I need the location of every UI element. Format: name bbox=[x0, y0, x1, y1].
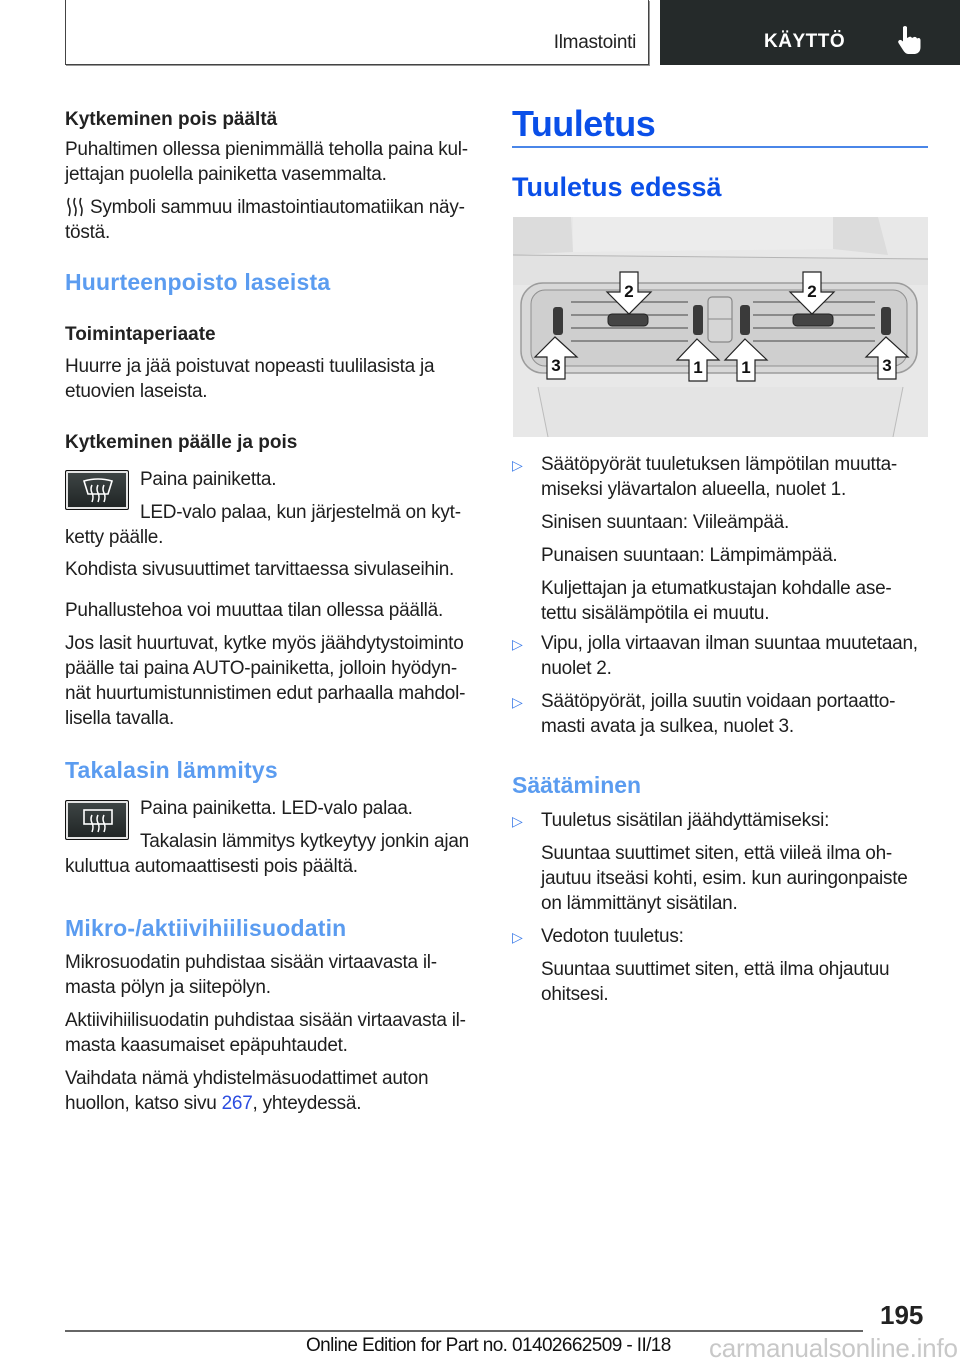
item1-note-line2: tettu sisälämpötila ei muutu. bbox=[541, 603, 770, 624]
header-chapter-tab bbox=[65, 0, 649, 65]
item1-line2: miseksi ylävartalon alueella, nuolet 1. bbox=[541, 479, 846, 500]
vent-list-item-3 bbox=[512, 689, 932, 744]
adjust1-sub-line2: jautuu itseäsi kohti, esim. kun auringonpaiste bbox=[541, 868, 908, 889]
filter-heading: Mikro-/aktiivihiilisuodatin bbox=[65, 915, 347, 941]
vent-figure bbox=[513, 217, 928, 437]
chapter-title: Ilmastointi bbox=[553, 32, 636, 53]
footer-divider bbox=[65, 1330, 863, 1332]
adjust1-sub-line3: on lämmittänyt sisätilan. bbox=[541, 893, 738, 914]
adjust-heading: Säätäminen bbox=[512, 772, 642, 798]
triangle-right-icon: ▷ bbox=[512, 929, 523, 945]
adjust-list-item-2 bbox=[512, 924, 932, 1014]
label-1-left: 1 bbox=[693, 358, 703, 377]
label-3-right: 3 bbox=[882, 356, 892, 375]
defrost-press-text: Paina painiketta. bbox=[140, 469, 277, 490]
rear-text-line3: kuluttua automaattisesti pois päältä. bbox=[65, 856, 358, 877]
item3-line1: Säätöpyörät, joilla suutin voidaan portaatto- bbox=[541, 691, 896, 712]
title-divider bbox=[512, 146, 928, 148]
front-ventilation-subtitle: Tuuletus edessä bbox=[512, 172, 722, 202]
ventilation-title: Tuuletus bbox=[512, 103, 656, 144]
adjust2-line1: Vedoton tuuletus: bbox=[541, 926, 684, 947]
item1-note-line1: Kuljettajan ja etumatkustajan kohdalle ase- bbox=[541, 578, 892, 599]
arrow-labels bbox=[513, 217, 928, 437]
triangle-right-icon: ▷ bbox=[512, 694, 523, 710]
switch-off-text-line2: jettajan puolella painiketta vasemmalta. bbox=[65, 164, 387, 185]
principle-heading: Toimintaperiaate bbox=[65, 324, 216, 345]
windshield-defrost-button bbox=[65, 470, 129, 510]
label-2-right: 2 bbox=[807, 282, 817, 301]
symbol-text-line1: Symboli sammuu ilmastointiautomatiikan näy- bbox=[90, 197, 465, 218]
item2-line1: Vipu, jolla virtaavan ilman suuntaa muutetaan, bbox=[541, 633, 918, 654]
switch-off-text-line1: Puhaltimen ollessa pienimmällä teholla paina kul- bbox=[65, 139, 468, 160]
filter-p3-post: , yhteydessä. bbox=[252, 1093, 362, 1114]
page-number: 195 bbox=[880, 1300, 924, 1330]
filter-p3-line1: Vaihdata nämä yhdistelmäsuodattimet auton bbox=[65, 1068, 429, 1089]
watermark: carmanualsonline.info bbox=[709, 1333, 958, 1362]
fog-text-line3: nät huurtumistunnistimen edut parhaalla mahdol- bbox=[65, 683, 466, 704]
adjust2-sub-line1: Suuntaa suuttimet siten, että ilma ohjautuu bbox=[541, 959, 890, 980]
adjust1-line1: Tuuletus sisätilan jäähdyttämiseksi: bbox=[541, 810, 830, 831]
side-vents-text: Kohdista sivusuuttimet tarvittaessa sivulaseihin. bbox=[65, 559, 455, 580]
fog-text-line4: lisella tavalla. bbox=[65, 708, 174, 729]
switch-off-heading: Kytkeminen pois päältä bbox=[65, 109, 278, 130]
label-3-left: 3 bbox=[551, 356, 561, 375]
principle-text-line2: etuovien laseista. bbox=[65, 381, 208, 402]
item1-line1: Säätöpyörät tuuletuksen lämpötilan muutta- bbox=[541, 454, 897, 475]
rear-window-defrost-icon bbox=[82, 808, 114, 834]
filter-p2-line2: masta kaasumaiset epäpuhtaudet. bbox=[65, 1035, 348, 1056]
filter-p1-line2: masta pölyn ja siitepölyn. bbox=[65, 977, 271, 998]
edition-text: Online Edition for Part no. 01402662509 - II/18 bbox=[306, 1335, 671, 1356]
rear-text-line1: Paina painiketta. LED-valo palaa. bbox=[140, 798, 413, 819]
blower-text: Puhallustehoa voi muuttaa tilan ollessa päällä. bbox=[65, 600, 444, 621]
filter-p2-line1: Aktiivihiilisuodatin puhdistaa sisään virtaavasta il- bbox=[65, 1010, 466, 1031]
vent-list-item-1 bbox=[512, 452, 932, 632]
fog-text-line1: Jos lasit huurtuvat, kytke myös jäähdytystoiminto bbox=[65, 633, 464, 654]
defrost-led-line1: LED-valo palaa, kun järjestelmä on kyt- bbox=[140, 502, 461, 523]
rear-text-line2: Takalasin lämmitys kytkeytyy jonkin ajan bbox=[140, 831, 469, 852]
header-section-tab bbox=[660, 0, 960, 65]
pointing-hand-icon bbox=[897, 25, 921, 55]
section-title: KÄYTTÖ bbox=[764, 31, 846, 52]
windshield-defrost-icon bbox=[82, 478, 114, 504]
adjust2-sub-line2: ohitsesi. bbox=[541, 984, 609, 1005]
label-1-right: 1 bbox=[741, 358, 751, 377]
filter-p1-line1: Mikrosuodatin puhdistaa sisään virtaavasta il- bbox=[65, 952, 437, 973]
onoff-heading: Kytkeminen päälle ja pois bbox=[65, 432, 298, 453]
triangle-right-icon: ▷ bbox=[512, 813, 523, 829]
defrost-heading: Huurteenpoisto laseista bbox=[65, 269, 331, 295]
heat-waves-icon bbox=[66, 197, 84, 217]
vent-list-item-2 bbox=[512, 631, 932, 686]
label-2-left: 2 bbox=[624, 282, 634, 301]
symbol-text-line2: töstä. bbox=[65, 222, 110, 243]
rear-heating-heading: Takalasin lämmitys bbox=[65, 757, 278, 783]
adjust1-sub-line1: Suuntaa suuttimet siten, että viileä ilma oh- bbox=[541, 843, 892, 864]
triangle-right-icon: ▷ bbox=[512, 457, 523, 473]
item3-line2: masti avata ja sulkea, nuolet 3. bbox=[541, 716, 794, 737]
item2-line2: nuolet 2. bbox=[541, 658, 612, 679]
defrost-led-line2: ketty päälle. bbox=[65, 527, 164, 548]
triangle-right-icon: ▷ bbox=[512, 636, 523, 652]
fog-text-line2: päälle tai paina AUTO-painiketta, jolloin hyödyn- bbox=[65, 658, 457, 679]
filter-p3-pre: huollon, katso sivu bbox=[65, 1093, 222, 1114]
principle-text-line1: Huurre ja jää poistuvat nopeasti tuulilasista ja bbox=[65, 356, 435, 377]
item1-red: Punaisen suuntaan: Lämpimämpää. bbox=[541, 545, 838, 566]
page-link-267[interactable]: 267 bbox=[221, 1093, 253, 1114]
rear-window-defrost-button bbox=[65, 800, 129, 840]
adjust-list-item-1 bbox=[512, 808, 932, 918]
filter-p3-line2 bbox=[65, 1091, 361, 1116]
item1-blue: Sinisen suuntaan: Viileämpää. bbox=[541, 512, 790, 533]
